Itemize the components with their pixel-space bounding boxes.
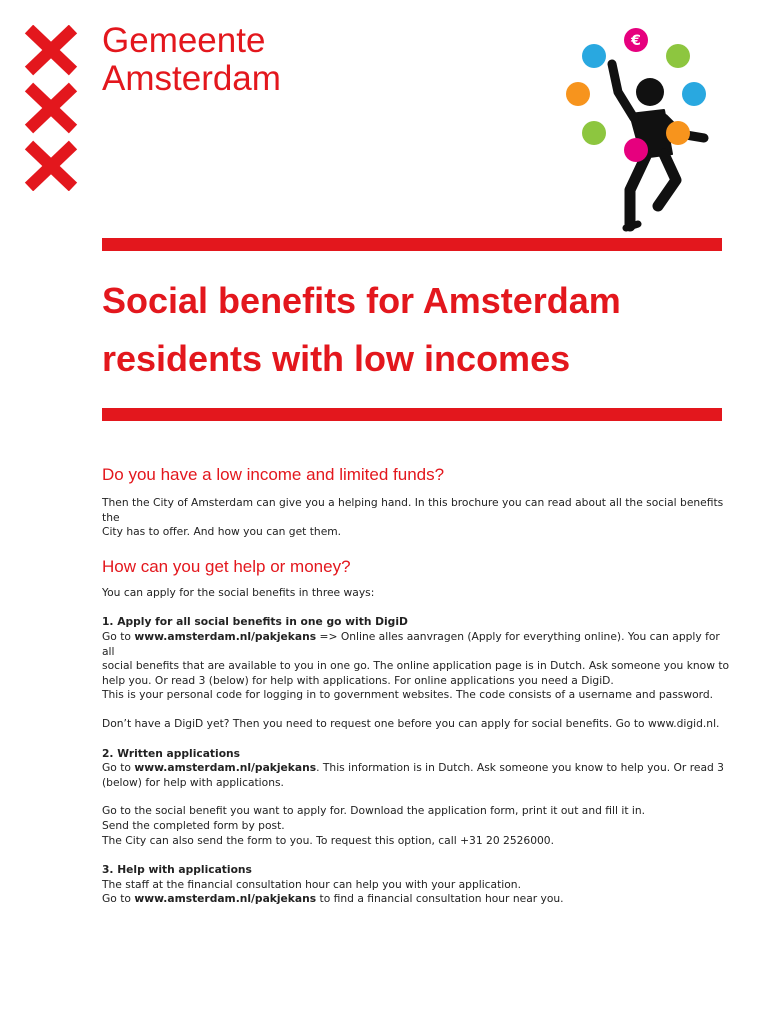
brand-line-2: Amsterdam (102, 59, 281, 98)
item-2-line-2: (below) for help with applications. (102, 775, 284, 789)
page-title (102, 272, 742, 388)
item-2-title: 2. Written applications (102, 746, 241, 760)
intro-line-2: City has to offer. And how you can get them. (102, 525, 342, 539)
pakjekans-link[interactable]: www.amsterdam.nl/pakjekans (134, 629, 317, 643)
item-2-line-4: Send the completed form by post. (102, 818, 285, 832)
bottom-red-rule (102, 408, 722, 421)
title-line-2: residents with low incomes (102, 338, 571, 379)
intro-line-1: Then the City of Amsterdam can give you a helping hand. In this brochure you can read about all the social benefits the (102, 496, 724, 524)
section-heading-get-help: How can you get help or money? (102, 556, 351, 576)
brand-line-1: Gemeente (102, 21, 266, 60)
item-1-line-4: This is your personal code for logging in to government websites. The code consists of a username and password. (102, 688, 714, 702)
three-red-x-icon (24, 25, 78, 191)
pakjekans-link[interactable]: www.amsterdam.nl/pakjekans (134, 892, 317, 906)
juggler-illustration (560, 26, 720, 240)
euro-symbol: € (631, 33, 641, 49)
item-1-line-1: Go to www.amsterdam.nl/pakjekans => Online alles aanvragen (Apply for everything online). You can apply for all (102, 629, 720, 658)
item-2-line-1: Go to www.amsterdam.nl/pakjekans. This information is in Dutch. Ask someone you know to help you. Or read 3 (102, 761, 724, 775)
item-2-line-5: The City can also send the form to you. To request this option, call +31 20 2526000. (102, 833, 555, 847)
item-1-title: 1. Apply for all social benefits in one go with DigiD (102, 615, 408, 629)
pakjekans-link[interactable]: www.amsterdam.nl/pakjekans (134, 761, 317, 775)
brochure-body (102, 462, 732, 907)
top-red-rule (102, 238, 722, 251)
section-heading-low-income: Do you have a low income and limited funds? (102, 465, 445, 484)
item-2-line-3: Go to the social benefit you want to apply for. Download the application form, print it out and fill it in. (102, 804, 646, 818)
item-3-line-1: The staff at the financial consultation hour can help you with your application. (102, 877, 521, 891)
item-1-line-5: Don’t have a DigiD yet? Then you need to request one before you can apply for social benefits. Go to www.digid.nl. (102, 716, 720, 730)
item-1-line-3: help you. Or read 3 (below) for help with applications. For online applications you need a DigiD. (102, 673, 614, 687)
item-3-line-2: Go to www.amsterdam.nl/pakjekans to find a financial consultation hour near you. (102, 892, 564, 906)
brand-name (102, 22, 281, 98)
item-3-title: 3. Help with applications (102, 863, 252, 877)
title-line-1: Social benefits for Amsterdam (102, 280, 621, 321)
ways-intro: You can apply for the social benefits in three ways: (102, 585, 375, 599)
item-1-line-2: social benefits that are available to you in one go. The online application page is in Dutch. Ask someone you know to (102, 659, 730, 673)
